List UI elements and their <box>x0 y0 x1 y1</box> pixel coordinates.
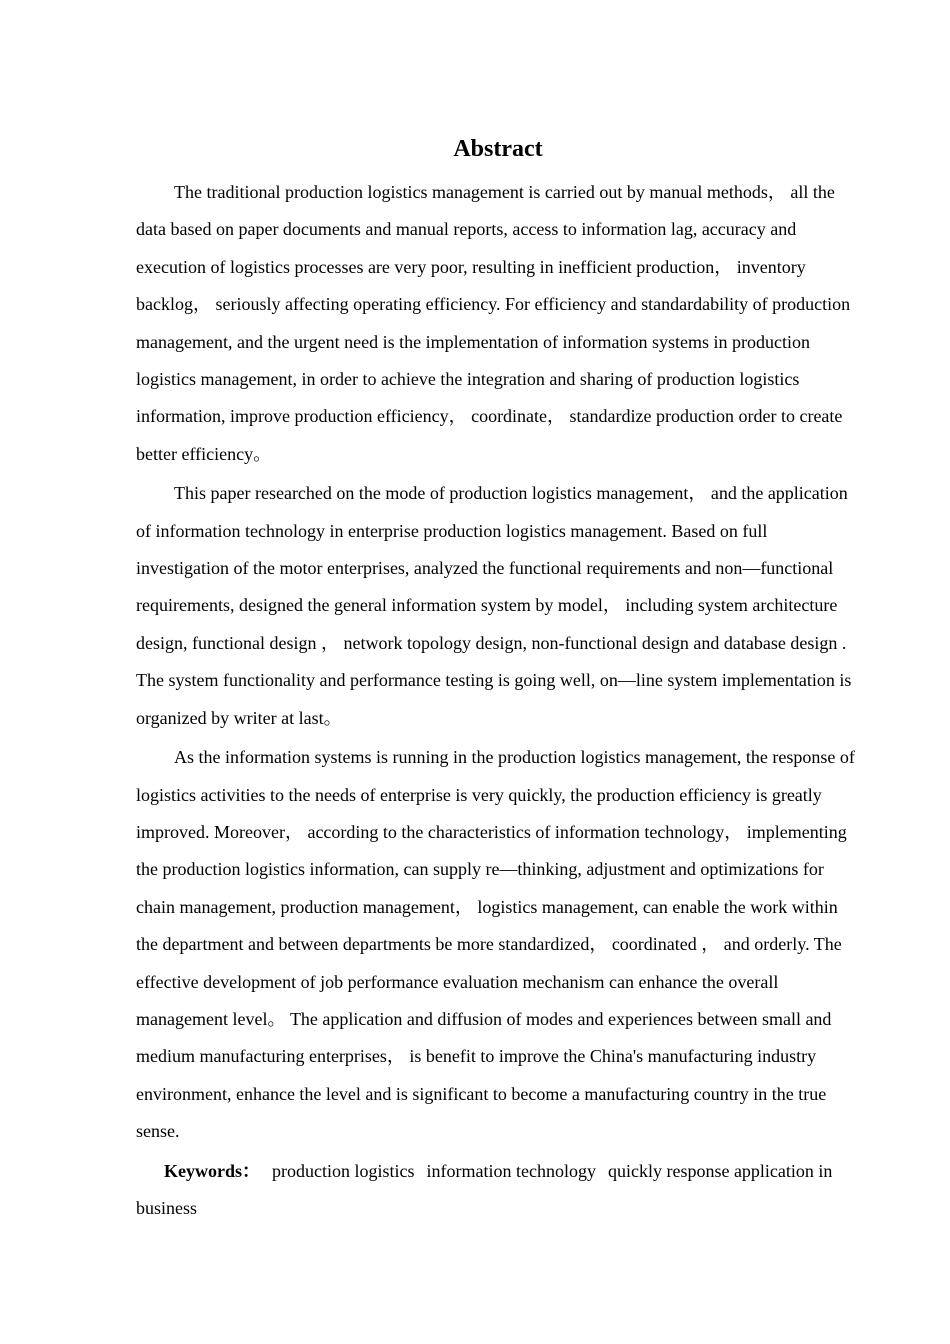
abstract-page <box>136 130 856 1227</box>
keywords-line <box>136 1153 856 1228</box>
abstract-paragraph-1: The traditional production logistics management is carried out by manual methods， all the data based on paper documents and manual reports, access to information lag, accuracy and execution of logistics processes are very poor, resulting in inefficient production， inventory backlog， seriously affecting operating efficiency. For efficiency and standardability of production management, and the urgent need is the implementation of information systems in production logistics management, in order to achieve the integration and sharing of production logistics information, improve production efficiency， coordinate， standardize production order to create better efficiency。 <box>136 182 851 464</box>
abstract-paragraph-3: As the information systems is running in the production logistics management, the response of logistics activities to the needs of enterprise is very quickly, the production efficiency is greatly improved. Moreover， according to the characteristics of information technology， implementing the production logistics information, can supply re—thinking, adjustment and optimizations for chain management, production management， logistics management, can enable the work within the department and between departments be more standardized， coordinated ， and orderly. The effective development of job performance evaluation mechanism can enhance the overall management level。 The application and diffusion of modes and experiences between small and medium manufacturing enterprises， is benefit to improve the China's manufacturing industry environment, enhance the level and is significant to become a manufacturing country in the true sense. <box>136 747 855 1142</box>
keyword-item: production logistics <box>272 1160 415 1181</box>
abstract-paragraph-2: This paper researched on the mode of production logistics management， and the application of information technology in enterprise production logistics management. Based on full investigation of the motor enterprises, analyzed the functional requirements and non—functional requirements, designed the general information system by model， including system architecture design, functional design ， network topology design, non-functional design and database design . The system functionality and performance testing is going well, on—line system implementation is organized by writer at last。 <box>136 483 852 728</box>
keyword-item: information technology <box>426 1160 596 1181</box>
keyword-item: quickly response application in business <box>136 1160 833 1218</box>
abstract-title: Abstract <box>453 136 543 162</box>
keywords-label: Keywords： <box>164 1160 260 1181</box>
